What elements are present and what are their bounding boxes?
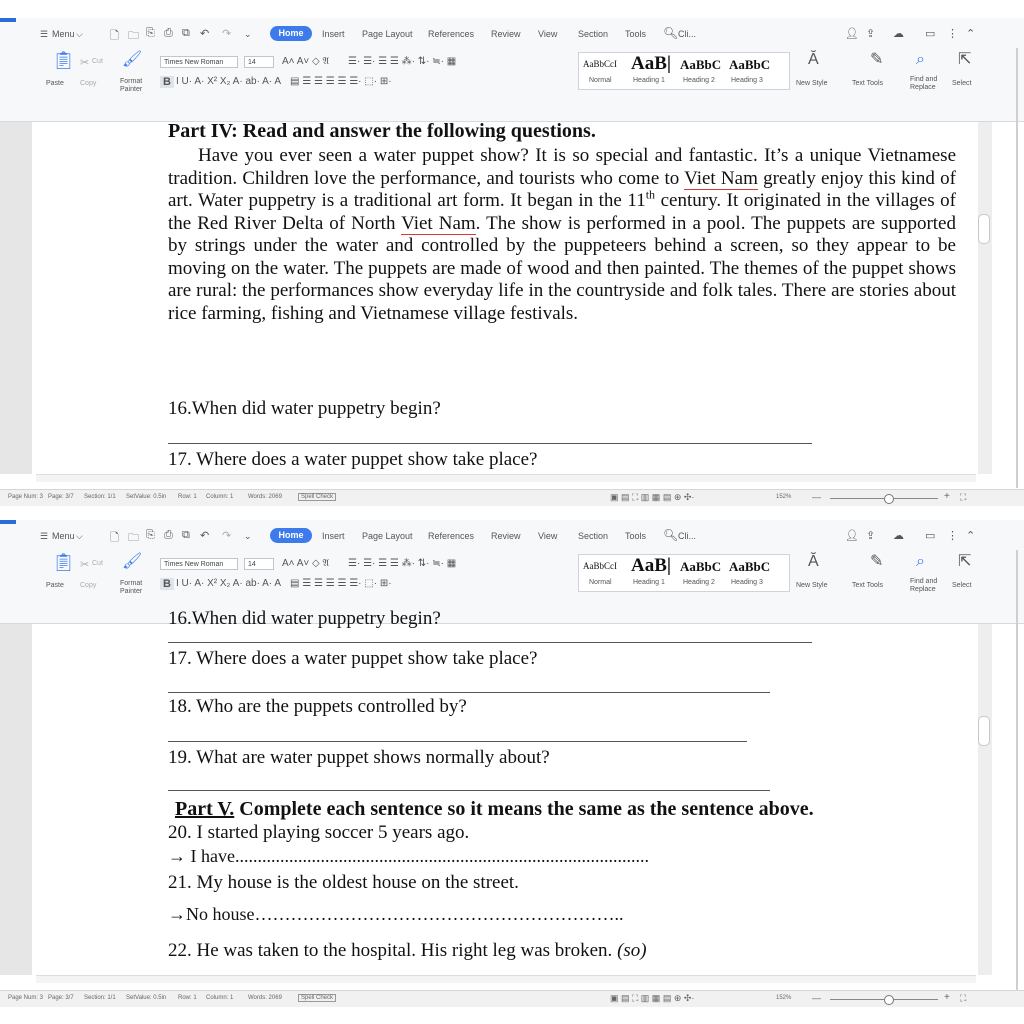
new-style-icon[interactable]: Ă: [808, 51, 819, 68]
tab-view[interactable]: View: [538, 29, 558, 39]
find-replace-line2[interactable]: Replace: [910, 84, 936, 91]
menu-button[interactable]: Menu: [52, 531, 75, 541]
style-heading3-label[interactable]: Heading 3: [731, 77, 763, 84]
chevron-down-icon[interactable]: ⌵: [76, 29, 83, 39]
find-icon[interactable]: ⌕: [916, 553, 925, 570]
zoom-slider[interactable]: [830, 999, 938, 1000]
zoom-out-icon[interactable]: —: [812, 993, 821, 1003]
user-icon[interactable]: 👤︎: [845, 28, 859, 40]
page-num[interactable]: Page Num: 3: [8, 494, 44, 500]
section-indicator: Section: 1/1: [84, 494, 116, 500]
answer-line-19[interactable]: [168, 790, 770, 791]
part4-heading: Part IV: Read and answer the following questions.: [168, 120, 596, 142]
left-gutter: [0, 624, 32, 975]
tab-home[interactable]: Home: [270, 26, 312, 41]
part5-instruction: Complete each sentence so it means the same as the sentence above.: [234, 798, 814, 820]
find-replace-line1[interactable]: Find and: [910, 578, 938, 585]
word-count[interactable]: Words: 2069: [248, 995, 282, 1001]
style-heading1-sample: AaB|: [631, 555, 672, 576]
zoom-in-icon[interactable]: +: [944, 992, 950, 1003]
question-16: 16.When did water puppetry begin?: [168, 608, 441, 629]
search-box[interactable]: Cli...: [678, 29, 696, 39]
cut-icon[interactable]: ✂: [80, 57, 90, 69]
hamburger-icon[interactable]: ☰: [40, 29, 49, 39]
tab-section[interactable]: Section: [578, 531, 609, 541]
sentence-22: [168, 940, 647, 962]
text-tools-button[interactable]: Text Tools: [852, 80, 883, 87]
cloud-save-icon[interactable]: ☁: [893, 28, 904, 40]
tab-tools[interactable]: Tools: [625, 29, 647, 39]
comment-icon[interactable]: ▭: [925, 530, 936, 542]
customize-icon[interactable]: ⌄: [244, 29, 252, 39]
ribbon-toolbar: [0, 520, 1024, 624]
tab-tools[interactable]: Tools: [625, 531, 647, 541]
zoom-slider-knob[interactable]: [884, 995, 894, 1005]
tab-page-layout[interactable]: Page Layout: [362, 531, 413, 541]
font-name-select[interactable]: Times New Roman: [160, 56, 238, 68]
bold-button[interactable]: B: [160, 76, 174, 88]
part5-label: Part V.: [175, 798, 235, 820]
text-tools-icon[interactable]: ✎: [870, 51, 884, 68]
new-document-icon[interactable]: 🗋: [110, 532, 119, 544]
tab-review[interactable]: Review: [491, 29, 521, 39]
view-mode-icons[interactable]: ▣ ▤ ⛶ ▥ ▦ ▤ ⊕ ✣·: [610, 993, 695, 1003]
collapse-ribbon-icon[interactable]: ⌃: [966, 530, 976, 542]
style-normal-label[interactable]: Normal: [589, 77, 612, 84]
tab-view[interactable]: View: [538, 531, 558, 541]
new-document-icon[interactable]: 🗋: [110, 30, 119, 42]
horizontal-scrollbar[interactable]: [36, 474, 976, 482]
answer-line-16[interactable]: [168, 443, 812, 444]
zoom-in-icon[interactable]: +: [944, 491, 950, 502]
window-border: [1016, 550, 1018, 990]
comment-icon[interactable]: ▭: [925, 28, 936, 40]
chevron-down-icon[interactable]: ⌵: [76, 531, 83, 541]
undo-icon[interactable]: ↶: [200, 530, 210, 542]
format-icons[interactable]: I U· A· X² X₂ A· ab· A· A: [176, 578, 282, 589]
format-painter-line1[interactable]: Format: [120, 580, 143, 587]
share-icon[interactable]: ⇪: [866, 28, 876, 40]
answer-line-18[interactable]: [168, 741, 747, 742]
open-file-icon[interactable]: 🗀: [128, 30, 139, 42]
answer-line-17[interactable]: [168, 692, 770, 693]
style-heading1-label[interactable]: Heading 1: [633, 77, 665, 84]
alignment-icons[interactable]: ▤ ☰ ☰ ☰ ☰ ☰· ⬚· ⊞·: [290, 76, 392, 87]
format-icons[interactable]: I U· A· X² X₂ A· ab· A· A: [176, 76, 282, 87]
editor-window-top: [0, 18, 1024, 507]
print-preview-icon[interactable]: ⧉: [182, 529, 190, 541]
status-bar: [0, 489, 1024, 506]
format-painter-line2[interactable]: Painter: [120, 588, 143, 595]
menu-row: [0, 18, 1024, 52]
menu-button[interactable]: Menu: [52, 29, 75, 39]
vertical-scrollbar[interactable]: [978, 122, 992, 474]
select-button[interactable]: Select: [952, 80, 972, 87]
reading-passage: [168, 145, 956, 325]
viet-nam-word: Viet Nam: [684, 167, 758, 189]
answer-line-16[interactable]: [168, 642, 812, 643]
horizontal-scrollbar[interactable]: [36, 975, 976, 983]
answer-21[interactable]: →No house……………………………………………………..: [168, 904, 624, 924]
font-name-select[interactable]: Times New Roman: [160, 558, 238, 570]
set-value[interactable]: SetValue: 0.5in: [126, 494, 167, 500]
part5-heading: [175, 798, 814, 821]
more-options-icon[interactable]: ⋮: [947, 530, 958, 542]
text-tools-icon[interactable]: ✎: [870, 553, 884, 570]
sentence-21: 21. My house is the oldest house on the street.: [168, 872, 519, 893]
viet-nam-word: Viet Nam: [401, 212, 476, 234]
style-heading2-sample: AaBbC: [680, 559, 722, 574]
redo-icon[interactable]: ↷: [222, 28, 232, 40]
left-gutter: [0, 122, 32, 474]
question-17: 17. Where does a water puppet show take place?: [168, 449, 538, 470]
font-size-select[interactable]: 14: [244, 56, 274, 68]
tab-references[interactable]: References: [428, 29, 475, 39]
format-painter-line2[interactable]: Painter: [120, 86, 143, 93]
new-style-button[interactable]: New Style: [796, 80, 828, 87]
tab-insert[interactable]: Insert: [322, 531, 345, 541]
customize-icon[interactable]: ⌄: [244, 531, 252, 541]
style-heading3-sample: AaBbC: [729, 559, 771, 574]
vertical-scrollbar[interactable]: [978, 624, 992, 975]
font-grow-shrink-icons[interactable]: A˄ A˅ ◇ 𝔄: [282, 558, 330, 569]
passage-text-1: Have you ever seen a water puppet show? It is so special and fantastic. It’s a unique Vietnamese tradition. Children love the performance, and tourists who come to: [168, 145, 956, 189]
copy-button[interactable]: Copy: [80, 80, 97, 87]
passage-text-2: greatly enjoy this kind of art. Water puppetry is a traditional art form. It began in the 11: [168, 167, 956, 211]
print-icon[interactable]: ⎙: [164, 27, 173, 39]
alignment-icons[interactable]: ▤ ☰ ☰ ☰ ☰ ☰· ⬚· ⊞·: [290, 578, 392, 589]
search-icon[interactable]: 🔍︎: [663, 528, 679, 542]
page-indicator[interactable]: Page: 3/7: [48, 494, 74, 500]
status-bar: [0, 990, 1024, 1007]
tab-references[interactable]: References: [428, 531, 475, 541]
question-17: 17. Where does a water puppet show take place?: [168, 648, 538, 669]
style-normal-sample: AaBbCcI: [583, 561, 617, 571]
spell-check-button[interactable]: Spell Check: [298, 994, 336, 1002]
bold-button[interactable]: B: [160, 578, 174, 590]
question-16: 16.When did water puppetry begin?: [168, 398, 441, 419]
cut-button[interactable]: Cut: [92, 58, 103, 65]
format-painter-line1[interactable]: Format: [120, 78, 143, 85]
sentence-22-hint: (so): [617, 940, 647, 961]
more-options-icon[interactable]: ⋮: [947, 28, 958, 40]
list-icons[interactable]: ☰· ☰· ☰ ☰ ⁂· ⇅· ≒· ▦: [348, 56, 457, 67]
cloud-save-icon[interactable]: ☁: [893, 530, 904, 542]
tab-review[interactable]: Review: [491, 531, 521, 541]
search-box[interactable]: Cli...: [678, 531, 696, 541]
tab-insert[interactable]: Insert: [322, 29, 345, 39]
passage-text-3: century. It originated in the villages of the Red River Delta of North: [168, 190, 956, 234]
fullscreen-icon[interactable]: ⛶: [960, 993, 967, 1003]
zoom-out-icon[interactable]: —: [812, 492, 821, 502]
tab-section[interactable]: Section: [578, 29, 609, 39]
hamburger-icon[interactable]: ☰: [40, 531, 49, 541]
style-heading2-label[interactable]: Heading 2: [683, 579, 715, 586]
print-icon[interactable]: ⎙: [164, 529, 173, 541]
copy-button[interactable]: Copy: [80, 582, 97, 589]
style-heading3-label[interactable]: Heading 3: [731, 579, 763, 586]
collapse-ribbon-icon[interactable]: ⌃: [966, 28, 976, 40]
row-indicator: Row: 1: [178, 494, 197, 500]
find-replace-line2[interactable]: Replace: [910, 586, 936, 593]
word-count[interactable]: Words: 2069: [248, 494, 282, 500]
search-icon[interactable]: 🔍︎: [663, 26, 679, 40]
style-heading1-label[interactable]: Heading 1: [633, 579, 665, 586]
tab-page-layout[interactable]: Page Layout: [362, 29, 413, 39]
paste-icon[interactable]: 📋︎: [52, 50, 75, 70]
page-indicator[interactable]: Page: 3/7: [48, 995, 74, 1001]
section-indicator: Section: 1/1: [84, 995, 116, 1001]
style-heading2-label[interactable]: Heading 2: [683, 77, 715, 84]
text-tools-button[interactable]: Text Tools: [852, 582, 883, 589]
menu-row: [0, 520, 1024, 554]
zoom-slider[interactable]: [830, 498, 938, 499]
question-18: 18. Who are the puppets controlled by?: [168, 696, 467, 717]
cut-button[interactable]: Cut: [92, 560, 103, 567]
list-icons[interactable]: ☰· ☰· ☰ ☰ ⁂· ⇅· ≒· ▦: [348, 558, 457, 569]
style-normal-label[interactable]: Normal: [589, 579, 612, 586]
set-value[interactable]: SetValue: 0.5in: [126, 995, 167, 1001]
cut-icon[interactable]: ✂: [80, 559, 90, 571]
scroll-thumb[interactable]: [978, 716, 990, 746]
font-size-select[interactable]: 14: [244, 558, 274, 570]
select-icon[interactable]: ⇱: [958, 51, 972, 68]
fullscreen-icon[interactable]: ⛶: [960, 492, 967, 502]
sentence-20: 20. I started playing soccer 5 years ago.: [168, 822, 470, 843]
answer-20[interactable]: → I have............................................................................................: [168, 846, 649, 866]
style-heading2-sample: AaBbC: [680, 57, 722, 72]
zoom-level[interactable]: 152%: [776, 995, 792, 1001]
print-preview-icon[interactable]: ⧉: [182, 27, 190, 39]
open-file-icon[interactable]: 🗀: [128, 532, 139, 544]
spell-check-button[interactable]: Spell Check: [298, 493, 336, 501]
passage-text-4: . The show is performed in a pool. The puppets are supported by strings under the water and controlled by the puppeteers behind a screen, so they appear to be moving on the water. The puppets are made of wood and then painted. The themes of the puppet shows are rural: the performances show everyday life in the countryside and folk tales. There are stories about rice farming, fishing and Vietnamese village festivals.: [168, 212, 956, 324]
find-replace-line1[interactable]: Find and: [910, 76, 938, 83]
new-style-icon[interactable]: Ă: [808, 553, 819, 570]
window-border: [1016, 48, 1018, 488]
scroll-thumb[interactable]: [978, 214, 990, 244]
editor-window-bottom: [0, 520, 1024, 1010]
font-grow-shrink-icons[interactable]: A˄ A˅ ◇ 𝔄: [282, 56, 330, 67]
format-painter-icon[interactable]: 🖌︎: [122, 553, 143, 570]
sentence-22-text: 22. He was taken to the hospital. His right leg was broken.: [168, 940, 618, 961]
question-19: 19. What are water puppet shows normally about?: [168, 747, 550, 768]
select-button[interactable]: Select: [952, 582, 972, 589]
right-pane: [992, 624, 1024, 975]
paste-icon[interactable]: 📋︎: [52, 552, 75, 572]
user-icon[interactable]: 👤︎: [845, 530, 859, 542]
zoom-level[interactable]: 152%: [776, 494, 792, 500]
superscript: th: [645, 187, 656, 202]
save-icon[interactable]: ⎘: [146, 529, 155, 541]
select-icon[interactable]: ⇱: [958, 553, 972, 570]
column-indicator: Column: 1: [206, 995, 234, 1001]
find-icon[interactable]: ⌕: [916, 51, 925, 68]
share-icon[interactable]: ⇪: [866, 530, 876, 542]
style-gallery[interactable]: [578, 52, 790, 90]
page-num[interactable]: Page Num: 3: [8, 995, 44, 1001]
paste-button[interactable]: Paste: [46, 80, 64, 87]
format-painter-icon[interactable]: 🖌︎: [122, 51, 143, 68]
tab-home[interactable]: Home: [270, 528, 312, 543]
style-heading3-sample: AaBbC: [729, 57, 771, 72]
style-normal-sample: AaBbCcI: [583, 59, 617, 69]
row-indicator: Row: 1: [178, 995, 197, 1001]
undo-icon[interactable]: ↶: [200, 28, 210, 40]
save-icon[interactable]: ⎘: [146, 27, 155, 39]
style-heading1-sample: AaB|: [631, 53, 672, 74]
paste-button[interactable]: Paste: [46, 582, 64, 589]
zoom-slider-knob[interactable]: [884, 494, 894, 504]
new-style-button[interactable]: New Style: [796, 582, 828, 589]
view-mode-icons[interactable]: ▣ ▤ ⛶ ▥ ▦ ▤ ⊕ ✣·: [610, 492, 695, 502]
redo-icon[interactable]: ↷: [222, 530, 232, 542]
right-pane: [992, 122, 1024, 474]
column-indicator: Column: 1: [206, 494, 234, 500]
style-gallery[interactable]: [578, 554, 790, 592]
ribbon-toolbar: [0, 18, 1024, 122]
